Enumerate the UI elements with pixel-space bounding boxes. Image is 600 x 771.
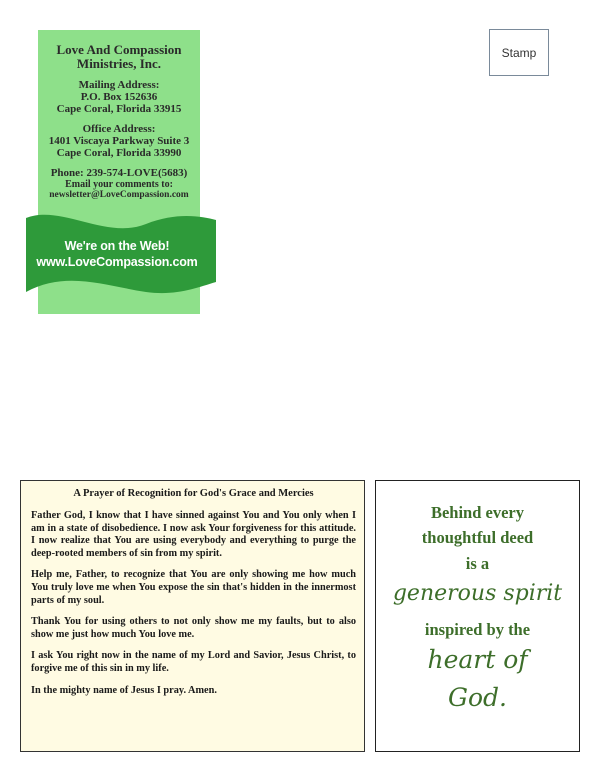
website-link[interactable]: www.LoveCompassion.com: [36, 255, 198, 269]
quote-line: is a: [465, 554, 490, 573]
prayer-title: A Prayer of Recognition for God's Grace and Mercies: [73, 488, 314, 499]
mailing-address-line1: P.O. Box 152636: [80, 91, 158, 103]
mailing-address-label: Mailing Address:: [78, 79, 160, 91]
prayer-panel: [20, 480, 365, 752]
quote-line-script: generous spirit: [392, 581, 563, 606]
stamp-label: Stamp: [501, 45, 537, 60]
mailing-address-line2: Cape Coral, Florida 33915: [56, 103, 182, 115]
office-address-line2: Cape Coral, Florida 33990: [56, 147, 182, 159]
web-callout-line1: We're on the Web!: [64, 239, 170, 253]
quote-line-script: heart of: [427, 645, 528, 674]
quote-line: inspired by the: [424, 620, 531, 639]
org-name-line1: Love And Compassion: [56, 42, 182, 57]
org-name-line2: Ministries, Inc.: [76, 56, 162, 71]
email-address[interactable]: newsletter@LoveCompassion.com: [49, 190, 189, 200]
quote-line: thoughtful deed: [421, 528, 534, 547]
prayer-paragraph: Help me, Father, to recognize that You are only showing me how much You truly love me when You expose the sin that's hidden in the innermost parts of my soul.: [31, 569, 356, 606]
web-callout: [26, 238, 208, 270]
stamp-box: [489, 29, 549, 76]
phone-number: Phone: 239-574-LOVE(5683): [50, 167, 188, 179]
quote-line-script: God.: [448, 683, 507, 712]
prayer-paragraph: Father God, I know that I have sinned against You and You only when I am in a state of disobedience. I now ask Your forgiveness for this attitude. I now realize that You are using everybody and everything to purge the deep-rooted members of sin from my spirit.: [31, 510, 356, 559]
return-address: [38, 43, 200, 201]
email-label: Email your comments to:: [65, 179, 173, 190]
quote-panel: [375, 480, 580, 752]
prayer-paragraph: I ask You right now in the name of my Lord and Savior, Jesus Christ, to forgive me of this sin in my life.: [31, 650, 356, 674]
office-address-label: Office Address:: [82, 123, 156, 135]
office-address-line1: 1401 Viscaya Parkway Suite 3: [48, 135, 190, 147]
prayer-paragraph: In the mighty name of Jesus I pray. Amen.: [31, 684, 217, 696]
prayer-paragraph: Thank You for using others to not only show me my faults, but to also show me just how much You love me.: [31, 616, 356, 640]
quote-line: Behind every: [430, 503, 525, 522]
